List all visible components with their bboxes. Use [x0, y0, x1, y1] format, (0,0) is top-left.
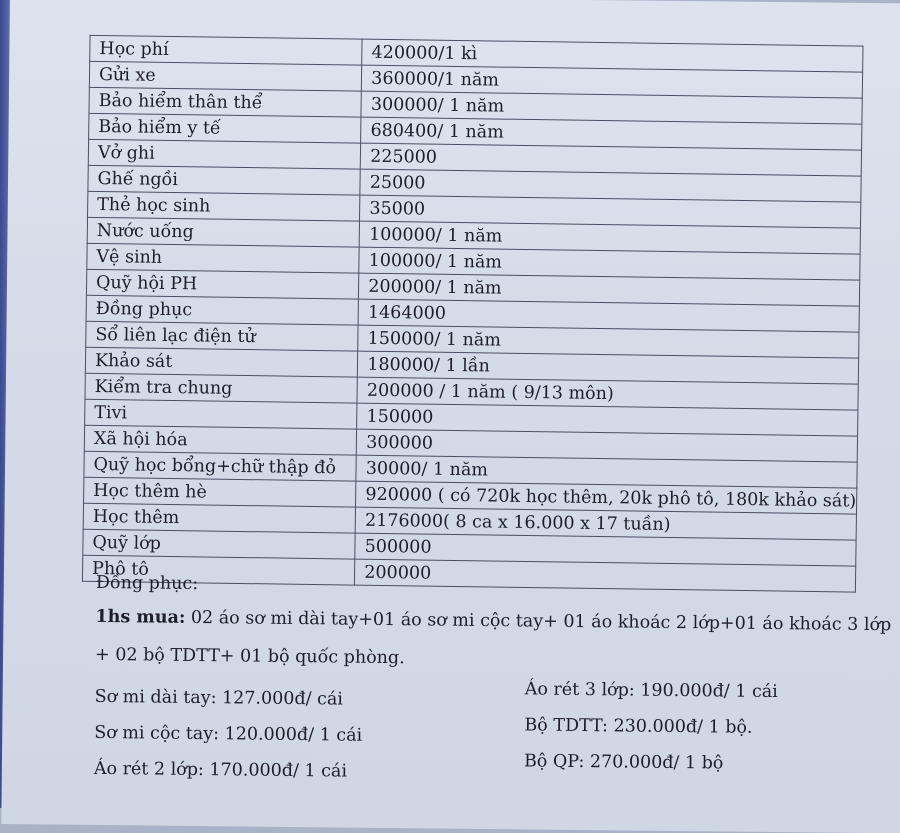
fee-item: Vở ghi [88, 139, 361, 169]
fee-item: Bảo hiểm y tế [89, 113, 362, 143]
purchase-line-2: + 02 bộ TDTT+ 01 bộ quốc phòng. [94, 644, 405, 669]
fee-value: 180000/ 1 lần [358, 351, 859, 384]
fee-item: Quỹ lớp [83, 529, 356, 559]
fee-value: 35000 [360, 195, 861, 228]
fee-value: 420000/1 kì [362, 39, 863, 72]
price-shirt-short: Sơ mi cộc tay: 120.000đ/ 1 cái [94, 722, 363, 746]
purchase-label: 1hs mua: [95, 606, 186, 628]
fee-item: Gửi xe [89, 61, 362, 91]
fee-value: 2176000( 8 ca x 16.000 x 17 tuần) [355, 507, 856, 540]
fee-value: 300000 [357, 429, 858, 462]
fee-item: Tivi [85, 399, 358, 429]
fee-value: 200000 / 1 năm ( 9/13 môn) [357, 377, 858, 410]
fee-value: 1464000 [358, 299, 859, 332]
fee-item: Khảo sát [85, 347, 358, 377]
fee-item: Phô tô [82, 555, 355, 585]
fee-item: Đồng phục [86, 295, 359, 325]
fee-value: 200000 [355, 559, 856, 592]
fee-item: Vệ sinh [87, 243, 360, 273]
fee-value: 150000 [357, 403, 858, 436]
fee-value: 680400/ 1 năm [361, 117, 862, 150]
fee-value: 150000/ 1 năm [358, 325, 859, 358]
fee-item: Học thêm hè [84, 477, 357, 507]
fee-item: Học thêm [83, 503, 356, 533]
fee-item: Kiểm tra chung [85, 373, 358, 403]
fee-item: Xã hội hóa [84, 425, 357, 455]
price-jacket-3: Áo rét 3 lớp: 190.000đ/ 1 cái [524, 679, 778, 703]
fee-value: 200000/ 1 năm [359, 273, 860, 306]
purchase-text: 02 áo sơ mi dài tay+01 áo sơ mi cộc tay+ 01 áo khoác 2 lớp+01 áo khoác 3 lớp [185, 607, 892, 636]
price-shirt-long: Sơ mi dài tay: 127.000đ/ cái [94, 686, 344, 710]
price-jacket-2: Áo rét 2 lớp: 170.000đ/ 1 cái [93, 758, 348, 782]
fee-value: 100000/ 1 năm [359, 247, 860, 280]
fee-item: Thẻ học sinh [88, 191, 361, 221]
fee-value: 30000/ 1 năm [356, 455, 857, 488]
paper-sheet [1, 0, 900, 833]
purchase-line-1 [95, 607, 891, 635]
fee-item: Quỹ học bổng+chữ thập đỏ [84, 451, 357, 481]
price-tdtt: Bộ TDTT: 230.000đ/ 1 bộ. [524, 715, 753, 738]
fee-value: 300000/ 1 năm [361, 91, 862, 124]
fee-item: Ghế ngồi [88, 165, 361, 195]
fee-value: 25000 [360, 169, 861, 202]
fee-table [82, 35, 864, 593]
price-qp: Bộ QP: 270.000đ/ 1 bộ [523, 751, 724, 774]
fee-value: 360000/1 năm [362, 65, 863, 98]
fee-item: Sổ liên lạc điện tử [86, 321, 359, 351]
fee-value: 500000 [355, 533, 856, 566]
uniform-heading: Đồng phục: [95, 572, 199, 595]
fee-item: Bảo hiểm thân thể [89, 87, 362, 117]
fee-item: Nước uống [87, 217, 360, 247]
fee-value: 100000/ 1 năm [359, 221, 860, 254]
fee-value: 920000 ( có 720k học thêm, 20k phô tô, 180k khảo sát) [356, 481, 857, 514]
fee-item: Học phí [90, 35, 363, 65]
fee-item: Quỹ hội PH [86, 269, 359, 299]
fee-value: 225000 [360, 143, 861, 176]
